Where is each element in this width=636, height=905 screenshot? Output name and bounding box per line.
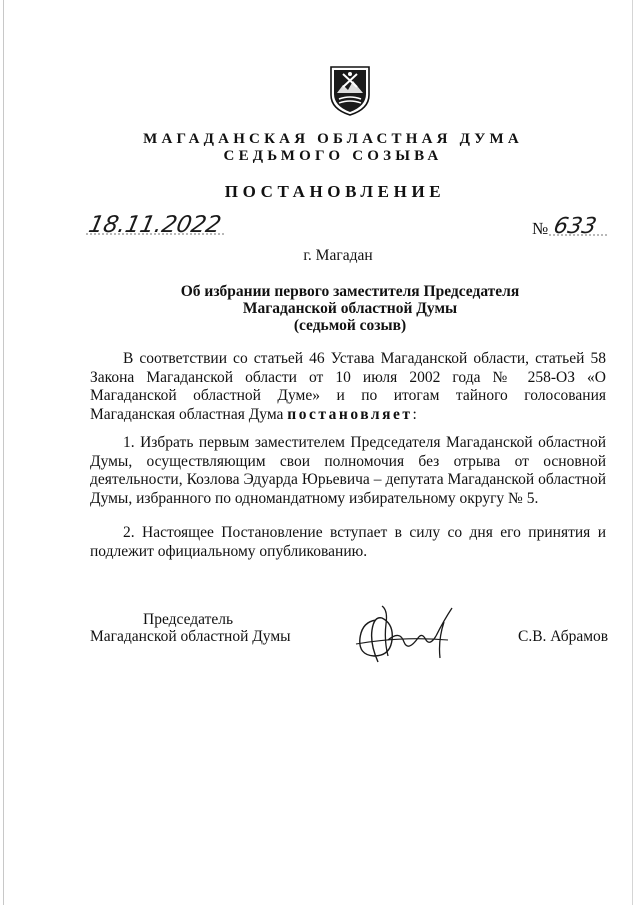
number-value: 633 [551,213,599,239]
handwritten-date [86,206,226,242]
convocation: СЕДЬМОГО СОЗЫВА [223,148,443,164]
preamble-text: В соответствии со статьей 46 Устава Магаданской области, статьей 58 Закона Магаданской области от 10 июля 2002 года № 258-ОЗ «О Магаданской областной Думе» и по итогам тайного голосования Магаданская областная Дума [90,350,606,423]
number-label: № [532,219,549,238]
resolution-item-2: 2. Настоящее Постановление вступает в силу со дня его принятия и подлежит официальному опубликованию. [90,524,606,560]
preamble-paragraph [90,350,606,424]
subject-line: Магаданской областной Думы [242,300,458,317]
document-type: ПОСТАНОВЛЕНИЕ [224,182,446,201]
handwritten-signature [352,600,462,670]
subject-line: Об избрании первого заместителя Председателя [180,283,520,300]
document-subject [90,283,610,334]
resolution-item-1: 1. Избрать первым заместителем Председателя Магаданской областной Думы, осуществляющим свои полномочия без отрыва от основной деятельности, Козлова Эдуарда Юрьевича – депутата Магаданской областной Думы, избранного по одномандатному избирательному округу № 5. [90,434,606,507]
decree-word: постановляет [287,405,413,423]
organization-name: МАГАДАНСКАЯ ОБЛАСТНАЯ ДУМА [143,131,523,147]
coat-of-arms-icon [327,63,373,117]
handwritten-number [549,208,609,242]
city: г. Магадан [303,247,373,264]
decree-colon: : [412,405,417,423]
date-value: 18.11.2022 [86,211,224,238]
subject-line: (седьмой созыв) [293,317,407,334]
signatory-position: Председатель [143,611,234,628]
signatory-organization: Магаданской областной Думы [90,628,291,645]
signatory-name: С.В. Абрамов [518,628,609,645]
